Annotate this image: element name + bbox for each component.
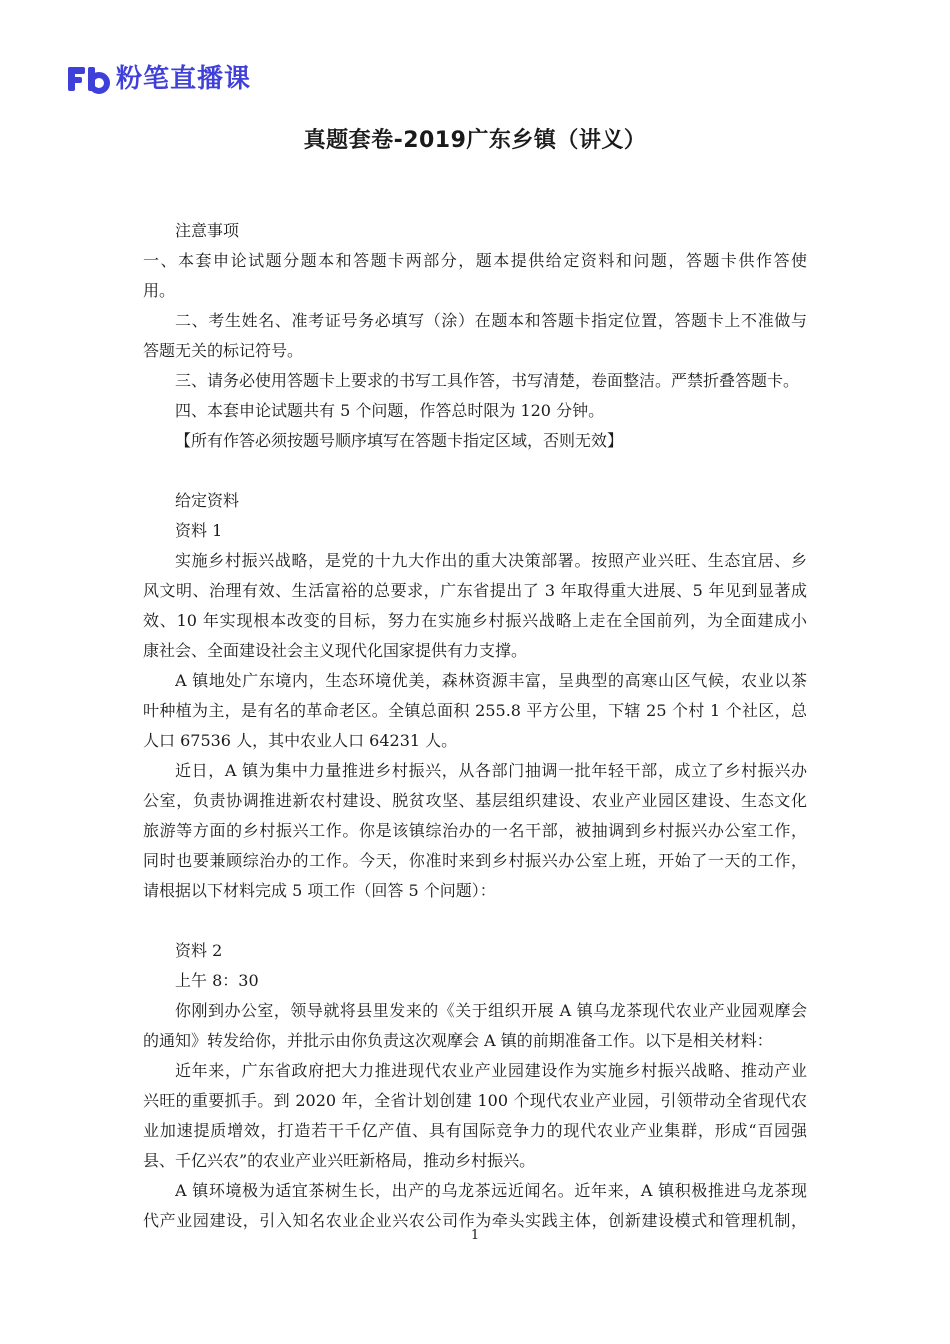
document-title: 真题套卷-2019广东乡镇（讲义） bbox=[303, 128, 647, 153]
fb-logo-icon bbox=[66, 64, 110, 94]
material-1-p3-line-2: 公室，负责协调推进新农村建设、脱贫攻坚、基层组织建设、农业产业园区建设、生态文化 bbox=[143, 791, 807, 810]
material-1-p2-line-2: 叶种植为主，是有名的革命老区。全镇总面积 255.8 平方公里，下辖 25 个村 1 个社区，总 bbox=[143, 701, 807, 720]
material-2-p1-line-1: 你刚到办公室，领导就将县里发来的《关于组织开展 A 镇乌龙茶现代农业产业园观摩会 bbox=[175, 1001, 807, 1020]
notice-item-3: 三、请务必使用答题卡上要求的书写工具作答，书写清楚，卷面整洁。严禁折叠答题卡。 bbox=[175, 371, 800, 390]
material-2-p3-line-1: A 镇环境极为适宜茶树生长，出产的乌龙茶远近闻名。近年来，A 镇积极推进乌龙茶现 bbox=[175, 1181, 807, 1200]
material-2-p2-line-4: 县、千亿兴农”的农业产业兴旺新格局，推动乡村振兴。 bbox=[143, 1151, 536, 1170]
notice-heading: 注意事项 bbox=[175, 221, 240, 240]
notice-item-1-line-2: 用。 bbox=[143, 281, 176, 300]
material-1-p1-line-4: 康社会、全面建设社会主义现代化国家提供有力支撑。 bbox=[143, 641, 528, 660]
material-1-p2-line-3: 人口 67536 人，其中农业人口 64231 人。 bbox=[143, 731, 458, 750]
material-1-p1-line-2: 风文明、治理有效、生活富裕的总要求，广东省提出了 3 年取得重大进展、5 年见到显著成 bbox=[143, 581, 807, 600]
material-2-p2-line-2: 兴旺的重要抓手。到 2020 年，全省计划创建 100 个现代农业产业园，引领带动全省现代农 bbox=[143, 1091, 807, 1110]
material-2-p2-line-3: 业加速提质增效，打造若干千亿产值、具有国际竞争力的现代农业产业集群，形成“百园强 bbox=[143, 1121, 807, 1140]
materials-heading: 给定资料 bbox=[175, 491, 240, 510]
material-2-p3-line-2: 代产业园建设，引入知名农业企业兴农公司作为牵头实践主体，创新建设模式和管理机制， bbox=[143, 1211, 807, 1230]
material-2-time: 上午 8：30 bbox=[175, 971, 259, 990]
material-2-p1-line-2: 的通知》转发给你，并批示由你负责这次观摩会 A 镇的前期准备工作。以下是相关材料： bbox=[143, 1031, 773, 1050]
material-1-label: 资料 1 bbox=[175, 521, 223, 540]
material-1-p3-line-5: 请根据以下材料完成 5 项工作（回答 5 个问题）： bbox=[143, 881, 496, 900]
notice-item-2-line-1: 二、考生姓名、准考证号务必填写（涂）在题本和答题卡指定位置，答题卡上不准做与 bbox=[175, 311, 807, 330]
material-1-p3-line-3: 旅游等方面的乡村振兴工作。你是该镇综治办的一名干部，被抽调到乡村振兴办公室工作， bbox=[143, 821, 807, 840]
material-1-p1-line-3: 效、10 年实现根本改变的目标，努力在实施乡村振兴战略上走在全国前列，为全面建成小 bbox=[143, 611, 807, 630]
notice-warning: 【所有作答必须按题号顺序填写在答题卡指定区域，否则无效】 bbox=[175, 431, 624, 450]
brand-name: 粉笔直播课 bbox=[116, 64, 252, 94]
material-1-p1-line-1: 实施乡村振兴战略，是党的十九大作出的重大决策部署。按照产业兴旺、生态宜居、乡 bbox=[175, 551, 807, 570]
material-1-p3-line-4: 同时也要兼顾综治办的工作。今天，你准时来到乡村振兴办公室上班，开始了一天的工作， bbox=[143, 851, 807, 870]
notice-item-4: 四、本套申论试题共有 5 个问题，作答总时限为 120 分钟。 bbox=[175, 401, 605, 420]
brand-logo bbox=[66, 62, 251, 96]
page-number: 1 bbox=[470, 1228, 480, 1243]
material-2-label: 资料 2 bbox=[175, 941, 223, 960]
material-1-p2-line-1: A 镇地处广东境内，生态环境优美，森林资源丰富，呈典型的高寒山区气候，农业以茶 bbox=[175, 671, 807, 690]
notice-item-1-line-1: 一、本套申论试题分题本和答题卡两部分，题本提供给定资料和问题，答题卡供作答使 bbox=[143, 251, 807, 270]
notice-item-2-line-2: 答题无关的标记符号。 bbox=[143, 341, 304, 360]
material-1-p3-line-1: 近日，A 镇为集中力量推进乡村振兴，从各部门抽调一批年轻干部，成立了乡村振兴办 bbox=[175, 761, 807, 780]
material-2-p2-line-1: 近年来，广东省政府把大力推进现代农业产业园建设作为实施乡村振兴战略、推动产业 bbox=[175, 1061, 807, 1080]
